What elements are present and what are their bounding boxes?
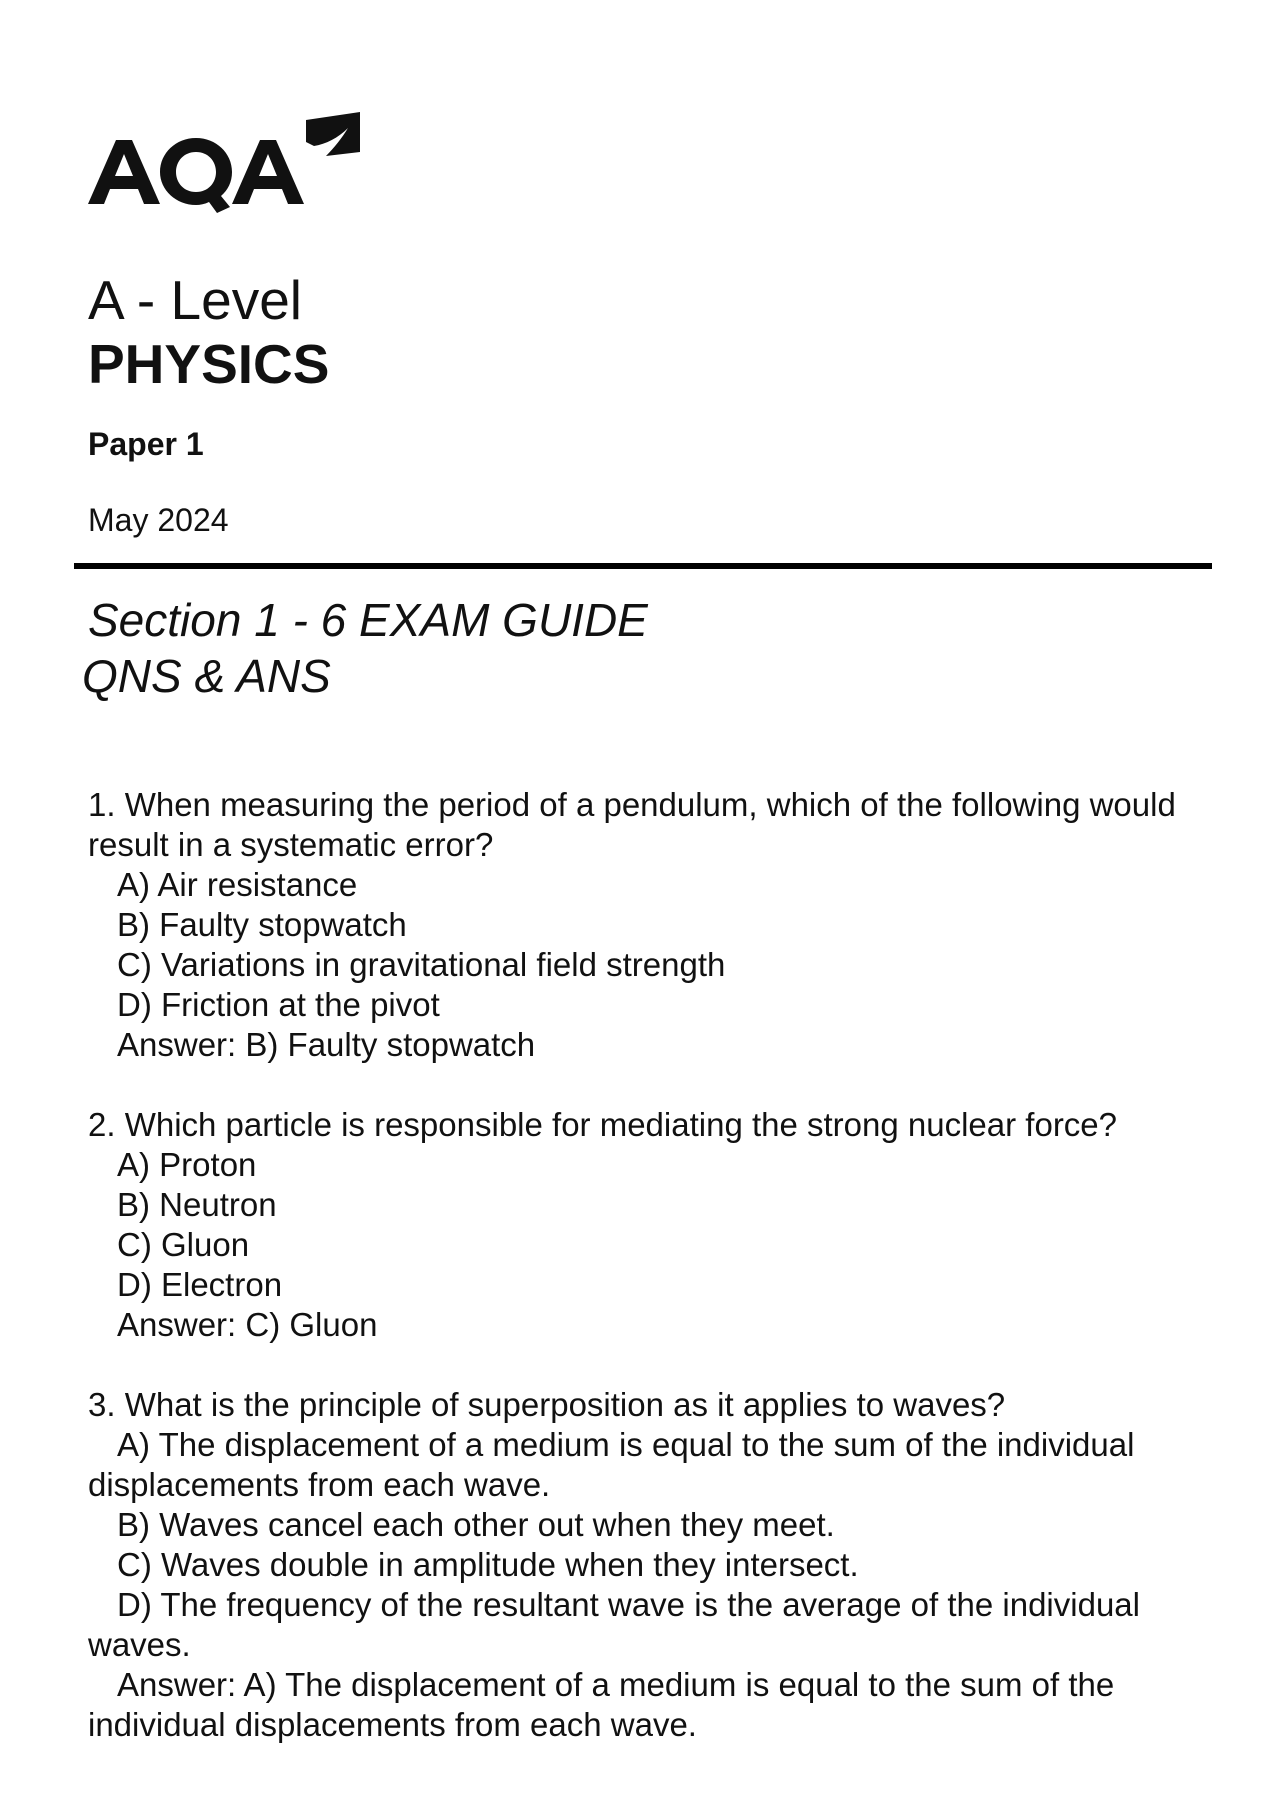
aqa-logo-mark <box>88 112 368 217</box>
header-divider <box>74 563 1212 569</box>
subject-title: PHYSICS <box>88 333 330 395</box>
exam-date: May 2024 <box>88 502 229 538</box>
option-c: C) Variations in gravitational field strength <box>117 946 726 983</box>
option-a: A) The displacement of a medium is equal to the sum of the individual displacements from each wave. <box>88 1426 1135 1503</box>
qualification-level: A - Level <box>88 269 303 331</box>
option-b: B) Waves cancel each other out when they meet. <box>117 1506 835 1543</box>
answer: Answer: C) Gluon <box>117 1306 378 1343</box>
option-a: A) Proton <box>117 1146 257 1183</box>
option-a: A) Air resistance <box>117 866 358 903</box>
option-c: C) Waves double in amplitude when they intersect. <box>117 1546 859 1583</box>
option-d: D) The frequency of the resultant wave is the average of the individual waves. <box>88 1586 1140 1663</box>
section-subtitle: QNS & ANS <box>82 650 331 702</box>
answer: Answer: B) Faulty stopwatch <box>117 1026 536 1063</box>
question-text: 3. What is the principle of superposition as it applies to waves? <box>88 1386 1006 1423</box>
section-title: Section 1 - 6 EXAM GUIDE <box>88 594 648 646</box>
question-text: 2. Which particle is responsible for mediating the strong nuclear force? <box>88 1106 1118 1143</box>
question-list <box>88 785 1208 1785</box>
question-text: 1. When measuring the period of a pendulum, which of the following would result in a systematic error? <box>88 786 1176 863</box>
option-c: C) Gluon <box>117 1226 250 1263</box>
option-b: B) Faulty stopwatch <box>117 906 407 943</box>
option-d: D) Electron <box>117 1266 283 1303</box>
question-2 <box>88 1105 1208 1345</box>
option-b: B) Neutron <box>117 1186 277 1223</box>
question-3 <box>88 1385 1208 1745</box>
paper-number: Paper 1 <box>88 426 204 462</box>
option-d: D) Friction at the pivot <box>117 986 440 1023</box>
question-1 <box>88 785 1208 1065</box>
aqa-logo <box>88 112 368 217</box>
answer: Answer: A) The displacement of a medium is equal to the sum of the individual displacements from each wave. <box>88 1666 1115 1743</box>
